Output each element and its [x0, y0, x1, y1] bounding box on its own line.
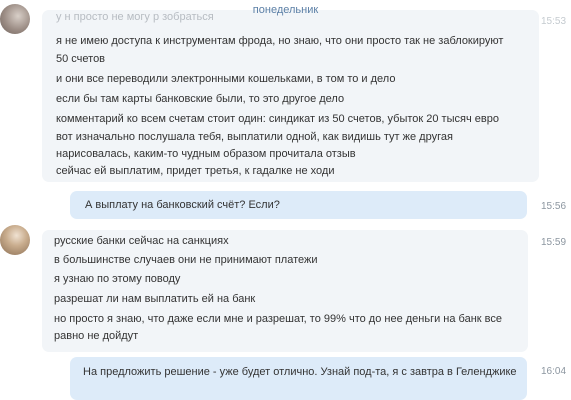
message-line: я узнаю по этому поводу [54, 273, 181, 285]
message-timestamp: 16:04 [541, 366, 567, 377]
contact-avatar[interactable] [0, 225, 30, 255]
message-timestamp: 15:59 [541, 237, 567, 248]
message-line: в большинстве случаев они не принимают платежи [54, 254, 318, 266]
message-line: комментарий ко всем счетам стоит один: синдикат из 50 счетов, убыток 20 тысяч евро [56, 113, 499, 125]
message-line: 50 счетов [56, 53, 106, 65]
incoming-message-bubble [42, 230, 528, 352]
message-line: разрешат ли нам выплатить ей на банк [54, 293, 256, 305]
outgoing-message-bubble [70, 357, 527, 400]
message-line: я не имею доступа к инструментам фрода, но знаю, что они просто так не заблокируют [56, 35, 504, 47]
message-timestamp: 15:56 [541, 201, 567, 212]
message-line-partial: у н просто не могу р зобраться [56, 11, 214, 23]
message-line: и они все переводили электронными кошельками, в том то и дело [56, 73, 396, 85]
incoming-message-bubble [42, 10, 539, 182]
message-line: нарисовалась, каким-то чудным образом прочитала отзыв [56, 148, 356, 160]
outgoing-message-bubble [70, 191, 527, 219]
message-line: вот изначально послушала тебя, выплатили одной, как видишь тут же другая [56, 131, 453, 143]
message-line: На предложить решение - уже будет отлично. Узнай под-та, я с завтра в Геленджике [83, 366, 517, 378]
message-line: но просто я знаю, что даже если мне и разрешат, то 99% что до нее деньги на банк все [54, 313, 502, 325]
message-line: равно не дойдут [54, 330, 139, 342]
message-line: если бы там карты банковские были, то это другое дело [56, 93, 345, 105]
message-line: А выплату на банковский счёт? Если? [85, 199, 280, 211]
message-line: сейчас ей выплатим, придет третья, к гадалке не ходи [56, 165, 335, 177]
day-separator: понедельник [252, 4, 319, 16]
message-line: русские банки сейчас на санкциях [54, 235, 229, 247]
message-timestamp: 15:53 [541, 16, 567, 27]
